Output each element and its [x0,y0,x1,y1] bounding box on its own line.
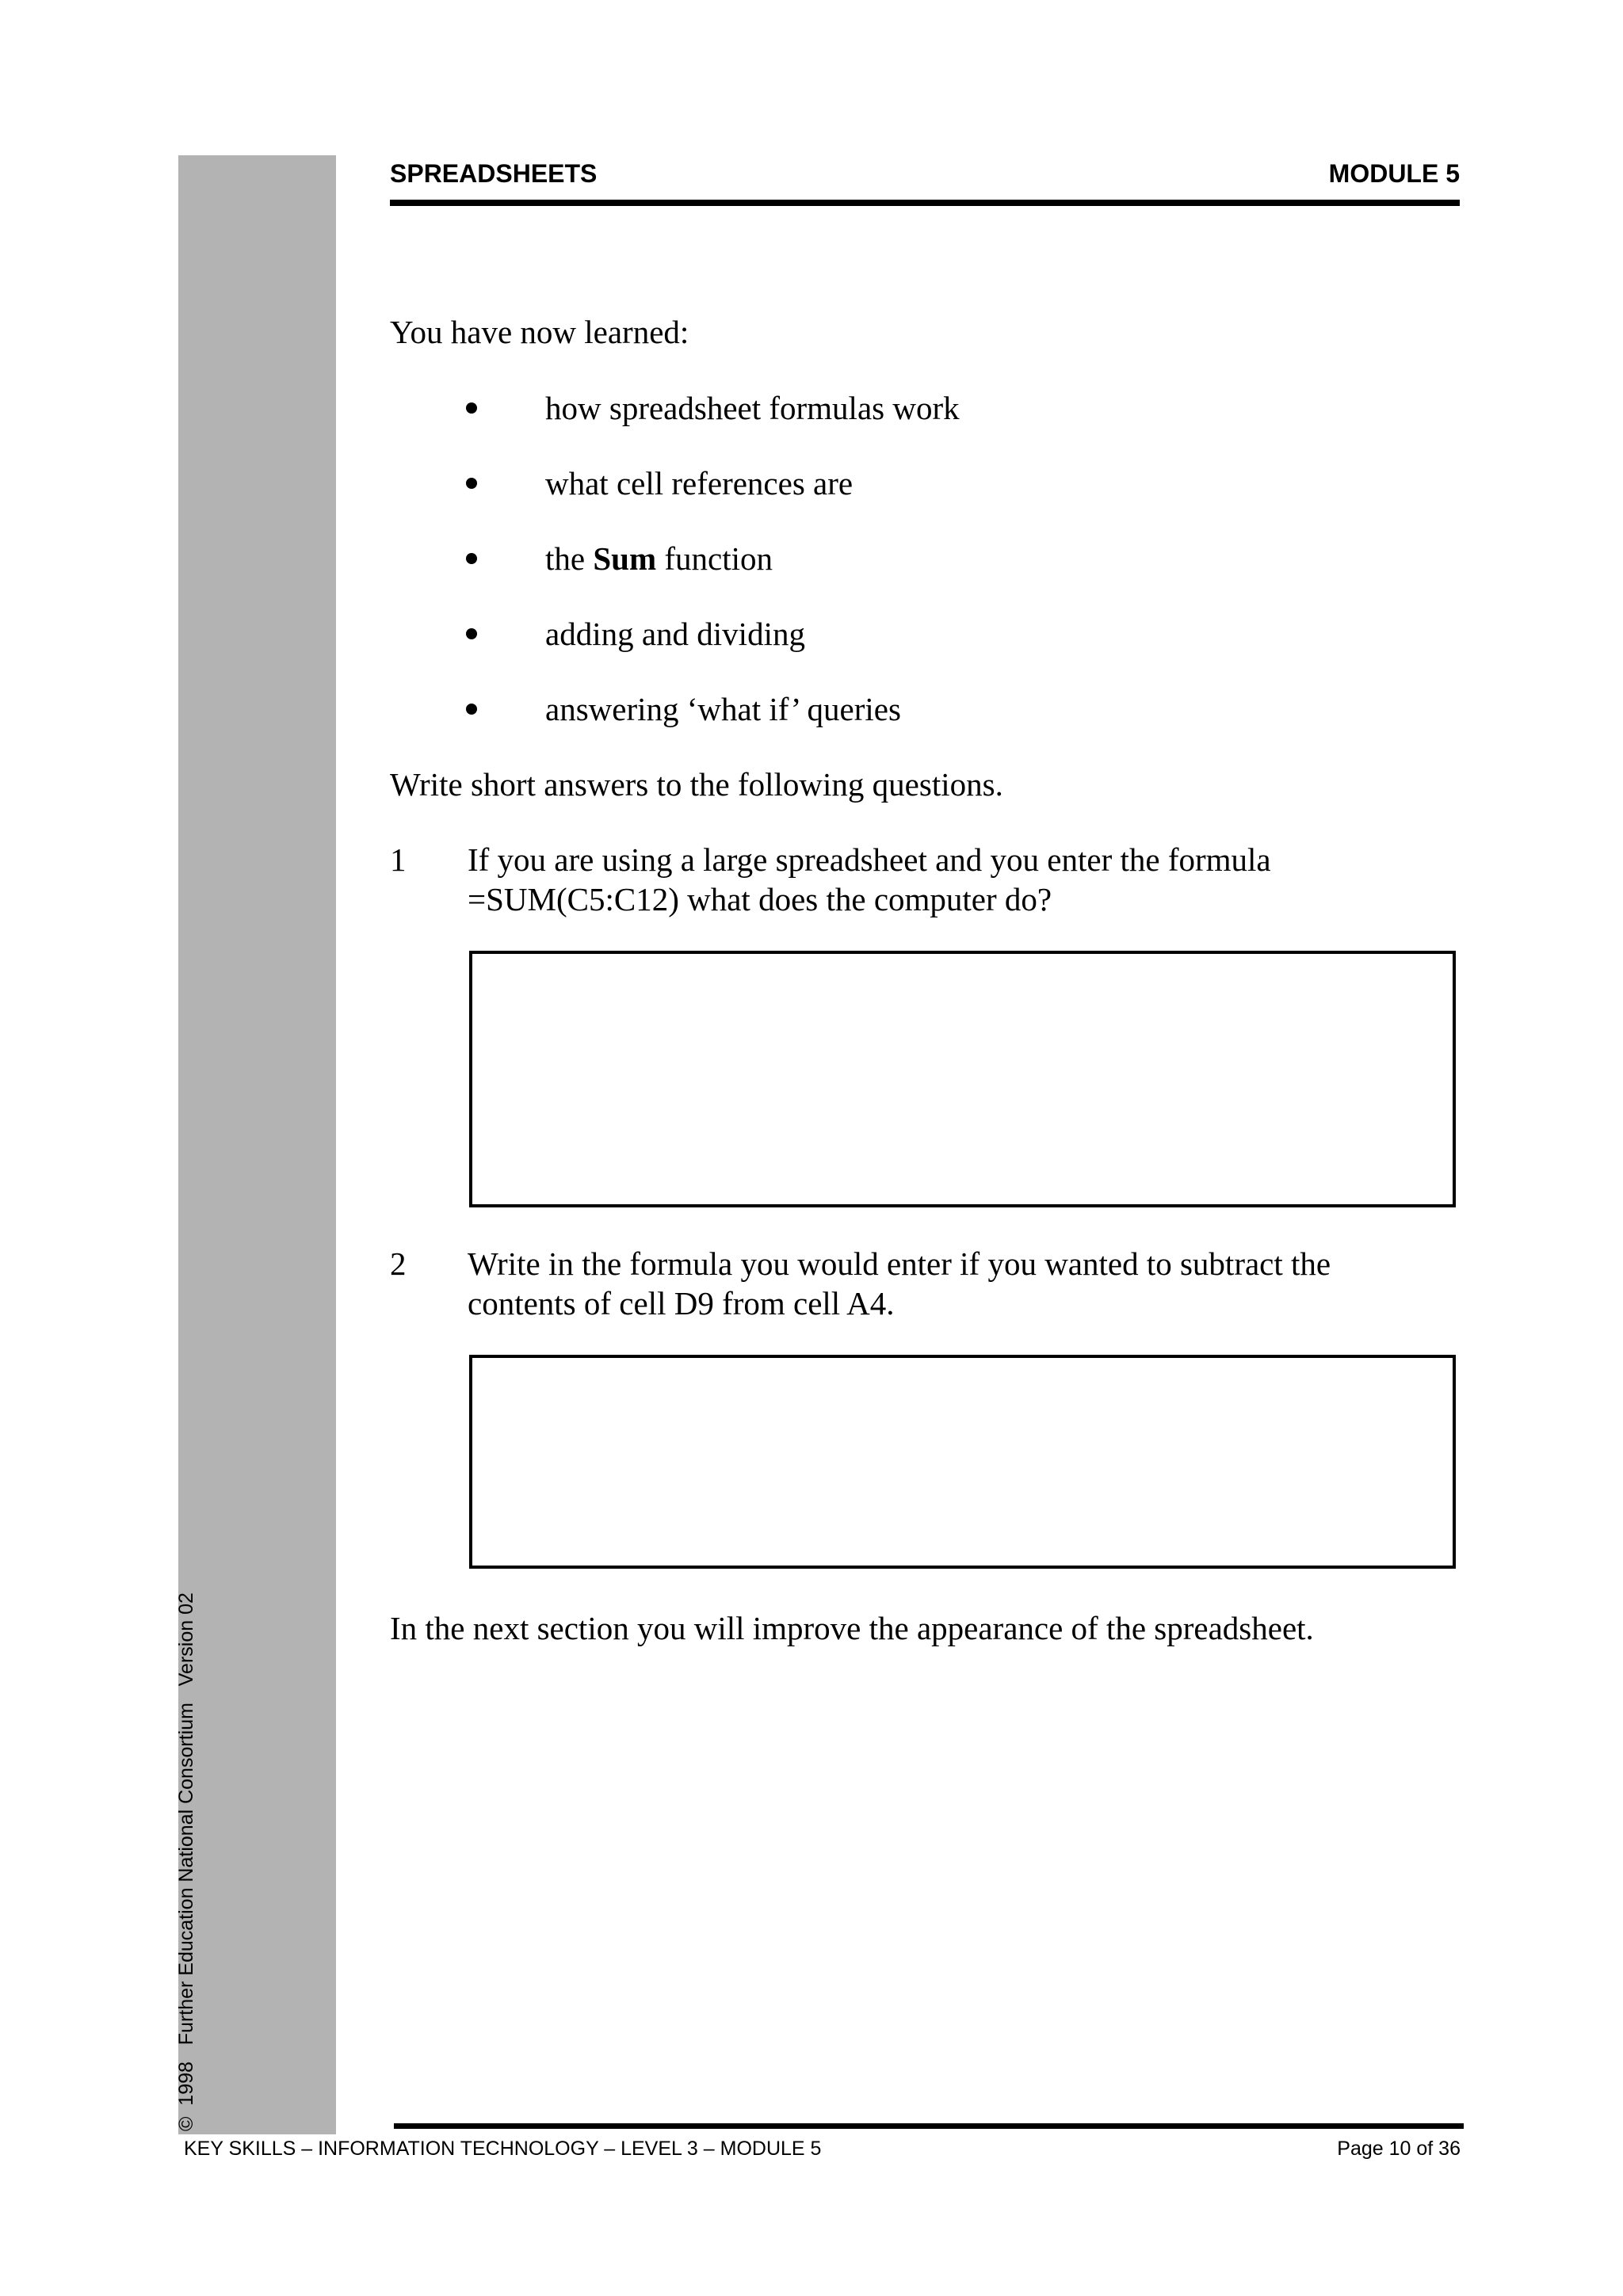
left-margin-bar [178,155,336,2134]
header-title: SPREADSHEETS [390,159,598,188]
question-number: 1 [390,841,407,878]
copyright-note: © 1998 Further Education National Consortium Version 02 [175,1592,197,2131]
question-text-line: =SUM(C5:C12) what does the computer do? [468,881,1052,917]
page-header [390,155,1460,206]
list-item-text: what cell references are [545,465,854,502]
closing-text: In the next section you will improve the appearance of the spreadsheet. [390,1610,1314,1646]
question-text-line: contents of cell D9 from cell A4. [468,1285,895,1322]
answer-box-2[interactable] [469,1355,1456,1569]
answer-box-1[interactable] [469,951,1456,1207]
sum-keyword: Sum [593,540,657,577]
instruction-text: Write short answers to the following questions. [390,766,1003,803]
footer-rule [394,2123,1464,2129]
page-number: Page 10 of 36 [1337,2138,1461,2160]
list-item-text: how spreadsheet formulas work [545,390,960,426]
question-text-line: Write in the formula you would enter if you wanted to subtract the [468,1245,1331,1282]
footer-title: KEY SKILLS – INFORMATION TECHNOLOGY – LEVEL 3 – MODULE 5 [184,2138,822,2160]
header-module: MODULE 5 [1328,159,1460,188]
list-item-text: answering ‘what if’ queries [545,691,901,727]
bullet-icon [466,704,477,715]
intro-text: You have now learned: [390,314,689,350]
question-text-line: If you are using a large spreadsheet and you enter the formula [468,841,1271,878]
list-item-text: adding and dividing [545,616,805,652]
list-item-text: the Sum function [545,540,773,577]
bullet-icon [466,553,477,564]
bullet-icon [466,402,477,414]
question-number: 2 [390,1245,407,1282]
bullet-icon [466,628,477,639]
bullet-icon [466,478,477,489]
